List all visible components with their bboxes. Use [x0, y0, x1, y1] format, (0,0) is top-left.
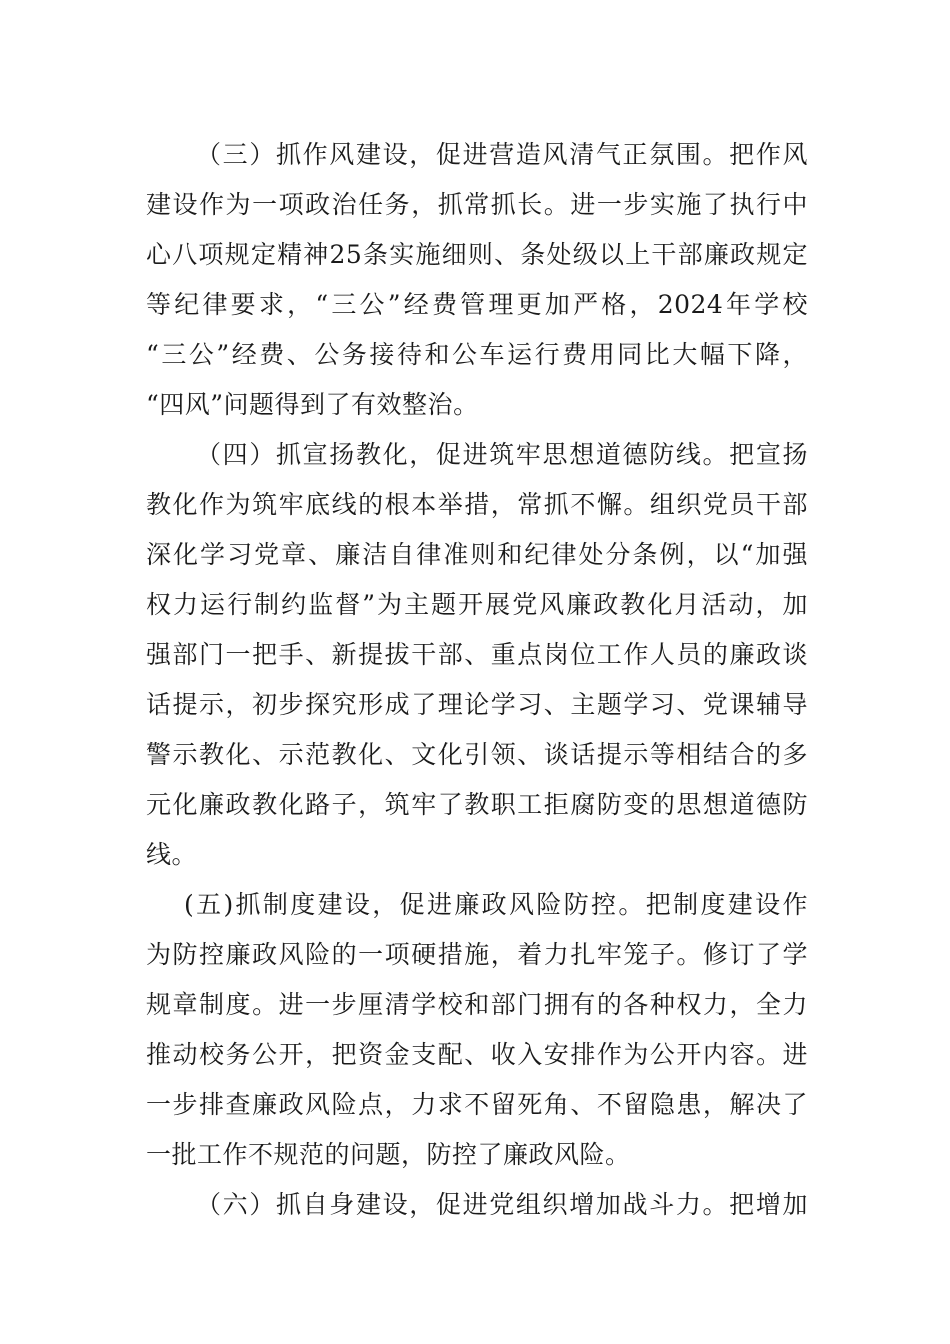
text-line: 权力运行制约监督”为主题开展党风廉政教化月活动，加 — [146, 590, 808, 619]
text-line: 强部门一把手、新提拔干部、重点岗位工作人员的廉政谈 — [146, 640, 808, 669]
text-line: 线。 — [146, 840, 198, 869]
paragraph-section-3 — [146, 130, 808, 430]
text-line: 一步排查廉政风险点，力求不留死角、不留隐患，解决了 — [146, 1090, 808, 1119]
text-line: （四）抓宣扬教化，促进筑牢思想道德防线。把宣扬 — [196, 440, 808, 469]
text-line: 教化作为筑牢底线的根本举措，常抓不懈。组织党员干部 — [146, 490, 808, 519]
paragraph-section-5 — [146, 880, 808, 1180]
text-line: （六）抓自身建设，促进党组织增加战斗力。把增加 — [196, 1190, 808, 1219]
paragraph-section-4 — [146, 430, 808, 880]
text-line: 深化学习党章、廉洁自律准则和纪律处分条例，以“加强 — [146, 540, 808, 569]
paragraph-section-6 — [146, 1180, 808, 1230]
text-line: 一批工作不规范的问题，防控了廉政风险。 — [146, 1140, 631, 1169]
text-line: 心八项规定精神25条实施细则、条处级以上干部廉政规定 — [146, 240, 808, 269]
text-line: 为防控廉政风险的一项硬措施，着力扎牢笼子。修订了学 — [146, 940, 808, 969]
text-line: 警示教化、示范教化、文化引领、谈话提示等相结合的多 — [146, 740, 808, 769]
text-line: 元化廉政教化路子，筑牢了教职工拒腐防变的思想道德防 — [146, 790, 808, 819]
text-line: 等纪律要求，“三公”经费管理更加严格，2024年学校 — [146, 290, 808, 319]
text-line: 话提示，初步探究形成了理论学习、主题学习、党课辅导 — [146, 690, 808, 719]
text-line: 建设作为一项政治任务，抓常抓长。进一步实施了执行中 — [146, 190, 808, 219]
body-text — [146, 130, 808, 1230]
text-line: (五)抓制度建设，促进廉政风险防控。把制度建设作 — [184, 890, 808, 919]
text-line: 规章制度。进一步厘清学校和部门拥有的各种权力，全力 — [146, 990, 808, 1019]
text-line: “三公”经费、公务接待和公车运行费用同比大幅下降， — [146, 340, 808, 369]
text-line: “四风”问题得到了有效整治。 — [146, 390, 479, 419]
text-line: 推动校务公开，把资金支配、收入安排作为公开内容。进 — [146, 1040, 808, 1069]
text-line: （三）抓作风建设，促进营造风清气正氛围。把作风 — [196, 140, 808, 169]
